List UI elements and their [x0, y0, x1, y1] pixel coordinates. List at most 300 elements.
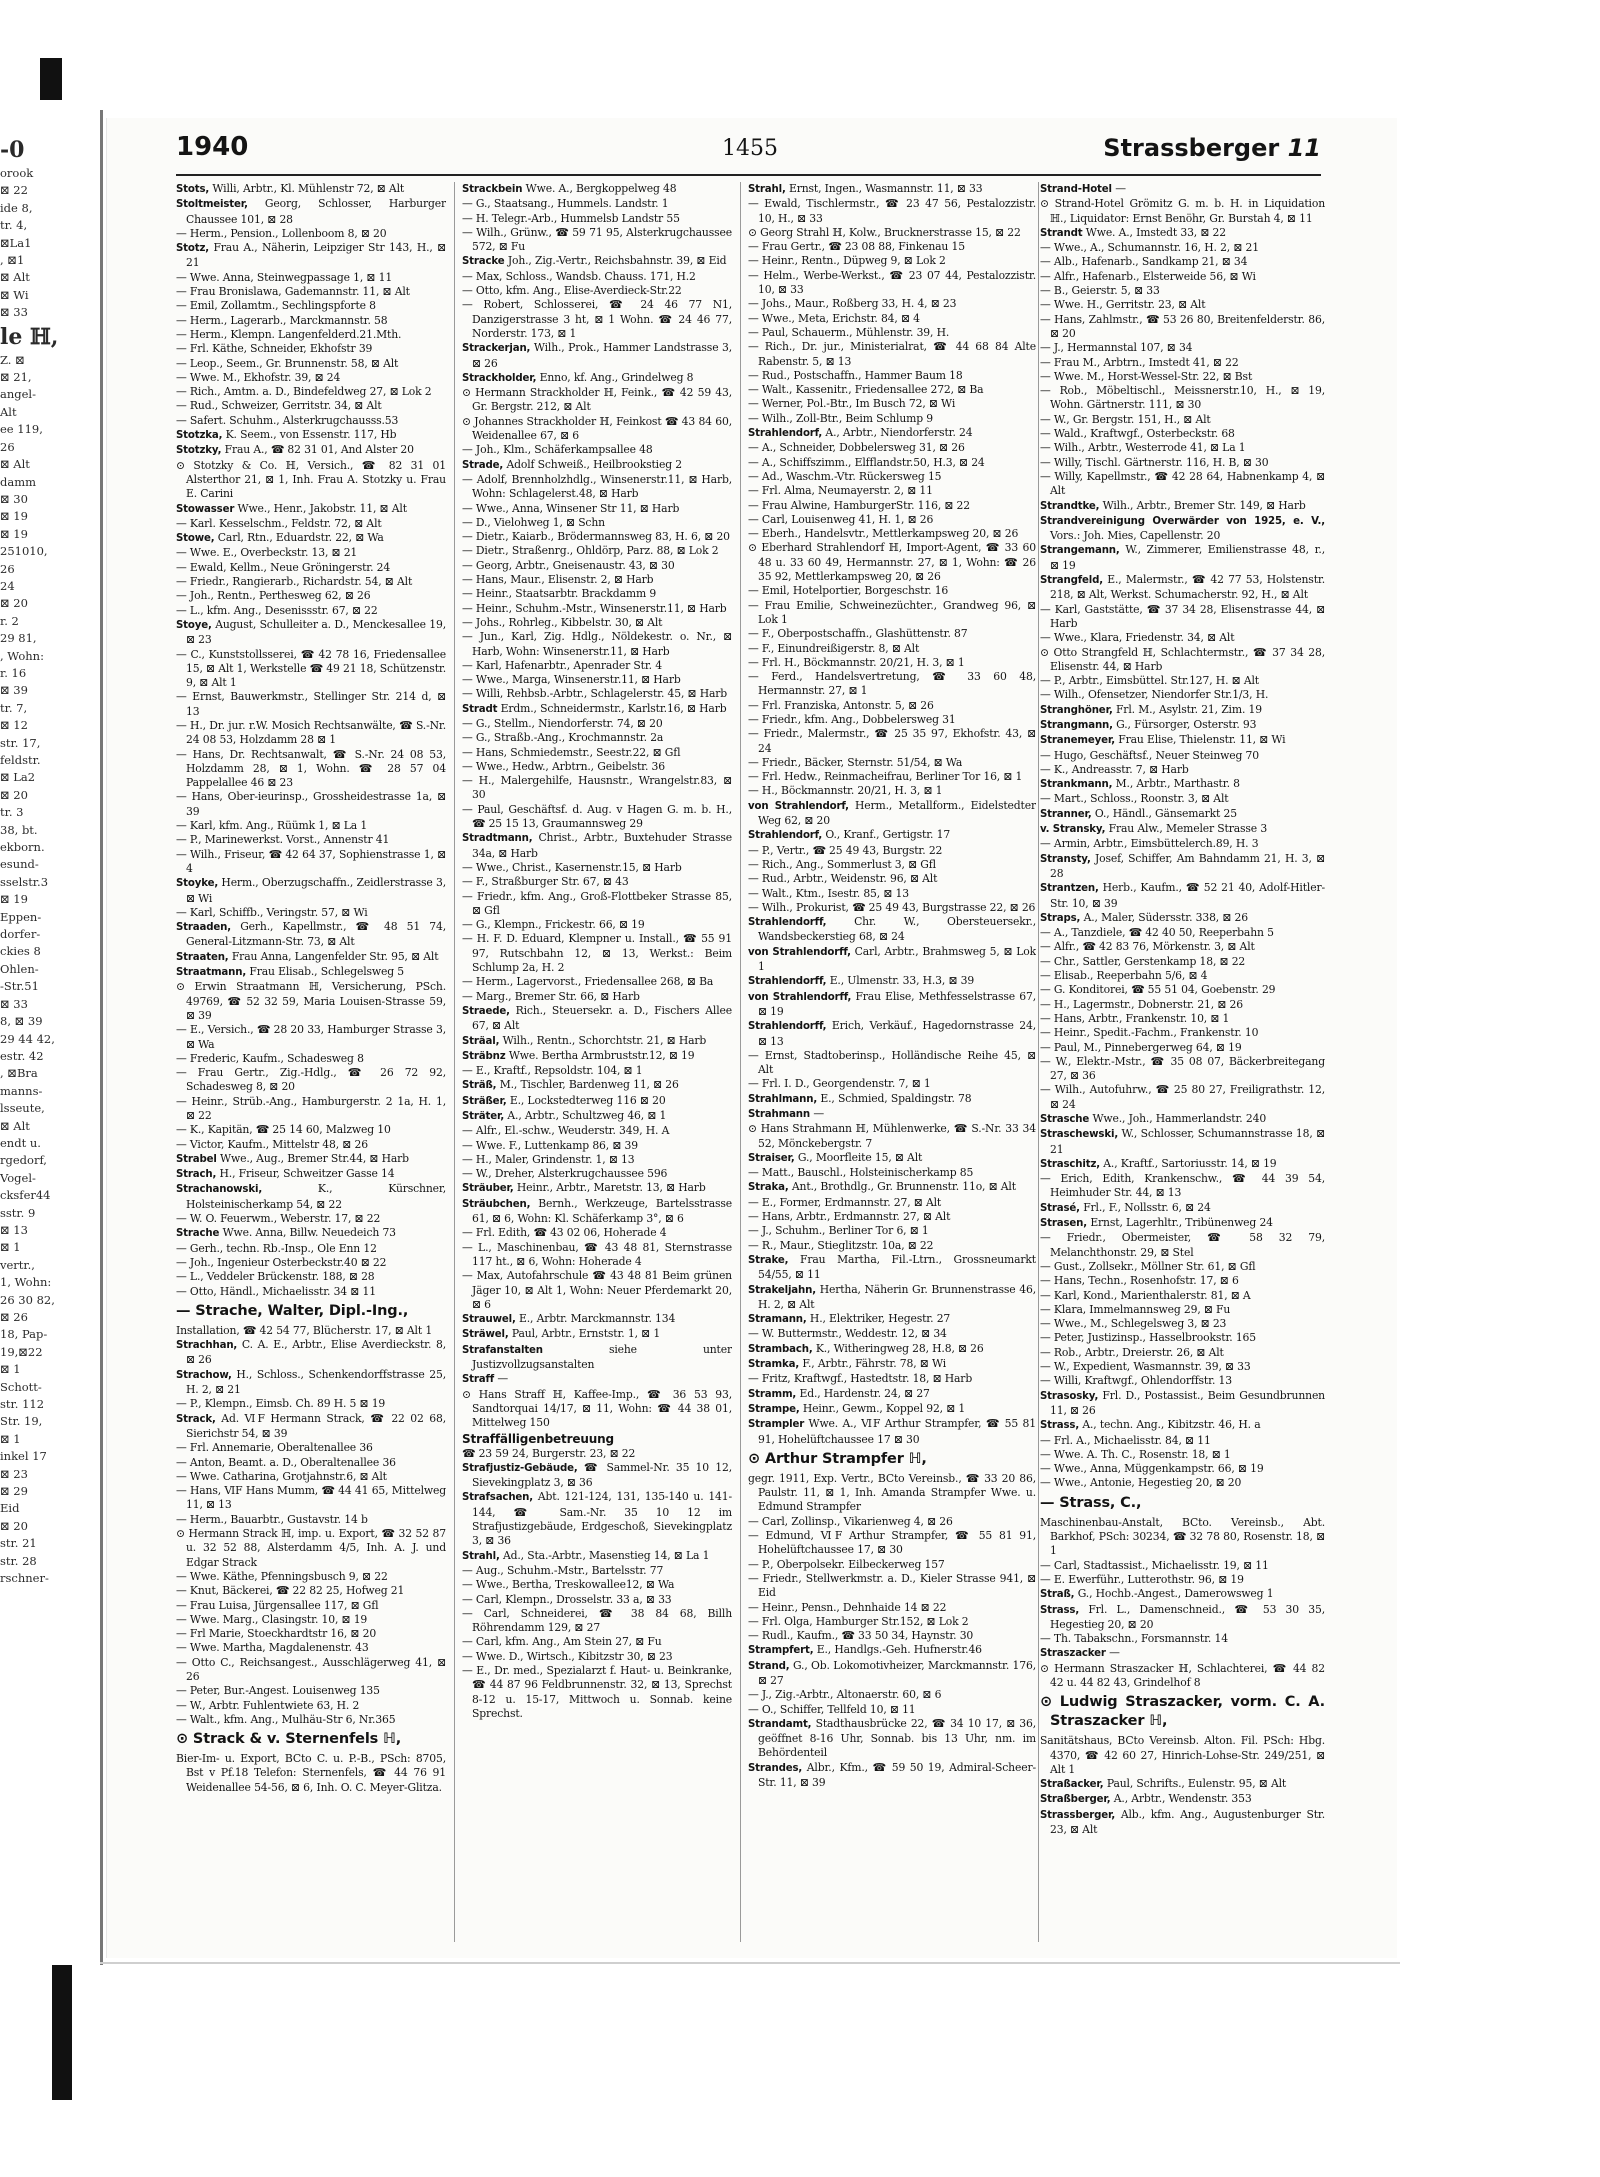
- entry-details: — F., Straßburger Str. 67, ⊠ 43: [462, 875, 629, 889]
- left-remnant-line: -0: [0, 137, 25, 163]
- directory-entry: [462, 473, 732, 502]
- entry-details: — Ewald, Tischlermstr., ☎ 23 47 56, Pestalozzistr. 10, H., ⊠ 33: [748, 197, 1036, 225]
- directory-entry: [1040, 514, 1325, 544]
- entry-surname: Strangfeld,: [1040, 575, 1103, 587]
- directory-entry: [176, 459, 446, 502]
- entry-details: — Heinr., Rentn., Düpweg 9, ⊠ Lok 2: [748, 254, 946, 268]
- entry-details: — Otto, kfm. Ang., Elise-Averdieck-Str.22: [462, 284, 682, 298]
- entry-surname: Strand-Hotel: [1040, 184, 1112, 195]
- directory-entry: [462, 875, 732, 889]
- entry-details: — Georg, Arbtr., Gneisenaustr. 43, ⊠ 30: [462, 558, 675, 572]
- directory-entry: [176, 443, 446, 458]
- entry-details: — G. Konditorei, ☎ 55 51 04, Goebenstr. 29: [1040, 983, 1276, 997]
- left-remnant-line: 29 81,: [0, 631, 37, 646]
- directory-entry: [748, 1643, 1036, 1658]
- left-remnant-line: ee 119,: [0, 422, 43, 437]
- directory-entry: [1040, 763, 1325, 777]
- entry-surname: Strandvereinigung Overwärder von 1925, e. V.,: [1040, 515, 1325, 527]
- directory-entry: [748, 756, 1036, 770]
- directory-entry: [1040, 456, 1325, 470]
- directory-entry: [1040, 1448, 1325, 1462]
- entry-details: — Wilh., Grünw., ☎ 59 71 95, Alsterkrugchaussee 572, ⊠ Fu: [462, 225, 732, 254]
- entry-details: Wwe. A., Imstedt 33, ⊠ 22: [1085, 225, 1226, 239]
- entry-details: — Alfr., ☎ 42 83 76, Mörkenstr. 3, ⊠ Alt: [1040, 940, 1255, 954]
- entry-details: Frl., F., Nollsstr. 6, ⊠ 24: [1083, 1200, 1211, 1214]
- directory-entry: [462, 687, 732, 701]
- left-remnant-line: str. 17,: [0, 735, 41, 750]
- entry-surname: Strahlmann,: [748, 1093, 818, 1105]
- entry-details: — Edmund, ⅥF Arthur Strampfer, ☎ 55 81 91, Hohelüftchaussee 17, ⊠ 30: [748, 1529, 1036, 1557]
- directory-entry: [462, 1124, 732, 1138]
- directory-entry: [176, 1484, 446, 1513]
- directory-entry: [462, 212, 732, 226]
- directory-entry: [462, 932, 732, 975]
- directory-entry: [748, 1092, 1036, 1107]
- directory-entry: [462, 990, 732, 1004]
- entry-surname: Straschitz,: [1040, 1158, 1100, 1170]
- directory-entry: [1040, 1083, 1325, 1112]
- left-remnant-line: angel-: [0, 387, 36, 402]
- directory-entry: [1040, 226, 1325, 241]
- entry-details: H., Elektriker, Hegestr. 27: [809, 1312, 951, 1326]
- entry-surname: Strafanstalten: [462, 1344, 543, 1356]
- directory-entry: [176, 1368, 446, 1398]
- left-page-remnant: [0, 135, 58, 1935]
- directory-entry: [462, 530, 732, 544]
- entry-details: Ad. ⅥF Hermann Strack, ☎ 22 02 68, Sierichstr 54, ⊠ 39: [186, 1411, 446, 1440]
- directory-entry: [176, 719, 446, 748]
- entry-details: — R., Maur., Stieglitzstr. 10a, ⊠ 22: [748, 1238, 934, 1252]
- entry-details: — K., Kapitän, ☎ 25 14 60, Malzweg 10: [176, 1123, 391, 1137]
- directory-entry: [748, 1224, 1036, 1238]
- entry-surname: Sträß,: [462, 1080, 497, 1092]
- left-remnant-line: str. 21: [0, 1536, 37, 1551]
- entry-surname: Strabel: [176, 1153, 217, 1165]
- directory-entry: [1040, 1587, 1325, 1602]
- directory-entry: [462, 1153, 732, 1167]
- column-divider: [740, 182, 741, 1942]
- entry-details: — Wwe. Martha, Magdalenenstr. 43: [176, 1641, 369, 1655]
- entry-details: ⊙ Strand-Hotel Grömitz G. m. b. H. in Liquidation ℍ., Liquidator: Ernst Benöhr, Gr. Burstah 4, ⊠ 11: [1040, 197, 1325, 225]
- entry-surname: Stoltmeister,: [176, 199, 248, 211]
- entry-surname: Strackerjan,: [462, 343, 531, 355]
- entry-details: — Gust., Zollsekr., Möllner Str. 61, ⊠ Gfl: [1040, 1259, 1256, 1273]
- left-remnant-line: cksfer44: [0, 1188, 51, 1203]
- entry-details: — A., Tanzdiele, ☎ 42 40 50, Reeperbahn 5: [1040, 926, 1274, 940]
- directory-entry: [1040, 1303, 1325, 1317]
- left-remnant-line: -Str.51: [0, 979, 39, 994]
- directory-entry: [462, 702, 732, 717]
- entry-details: — Willi, Rehbsb.-Arbtr., Schlagelerstr. 45, ⊠ Harb: [462, 687, 728, 701]
- directory-entry: [748, 1239, 1036, 1253]
- entry-details: — Matt., Bauschl., Holsteinischerkamp 85: [748, 1166, 974, 1180]
- header-running-number: 11: [1287, 134, 1321, 162]
- entry-details: — Ewald, Kellm., Neue Gröningerstr. 24: [176, 560, 391, 574]
- entry-details: Wilh., Rentn., Schorchtstr. 21, ⊠ Harb: [502, 1033, 707, 1047]
- entry-details: — Carl, kfm. Ang., Am Stein 27, ⊠ Fu: [462, 1635, 662, 1649]
- directory-entry: [1040, 603, 1325, 632]
- entry-surname: Strandes,: [748, 1762, 803, 1774]
- directory-entry: [1040, 1012, 1325, 1026]
- directory-entry: [748, 828, 1036, 843]
- entry-surname: Strasé,: [1040, 1202, 1080, 1214]
- entry-details: Maschinenbau-Anstalt, BCto. Vereinsb., Abt. Barkhof, PSch: 30234, ☎ 32 78 80, Rosenstr. 18, ⊠ 1: [1040, 1515, 1325, 1558]
- left-remnant-line: 26: [0, 439, 15, 454]
- directory-entry: [176, 1212, 446, 1226]
- directory-entry: [1040, 1662, 1325, 1691]
- directory-entry: [462, 918, 732, 932]
- entry-details: Herm., Metallform., Eidelstedter Weg 62, ⊠ 20: [758, 798, 1036, 828]
- directory-entry: [748, 699, 1036, 713]
- entry-surname: Strahlendorff,: [748, 917, 827, 929]
- entry-details: ☎ 23 59 24, Burgerstr. 23, ⊠ 22: [462, 1446, 636, 1460]
- entry-details: — Rob., Arbtr., Dreierstr. 26, ⊠ Alt: [1040, 1345, 1224, 1359]
- entry-details: Vors.: Joh. Mies, Capellenstr. 20: [1050, 529, 1221, 543]
- entry-details: — P., Klempn., Eimsb. Ch. 89 H. 5 ⊠ 19: [176, 1397, 386, 1411]
- left-remnant-line: esund-: [0, 857, 39, 872]
- entry-details: E., Malermstr., ☎ 42 77 53, Holstenstr. 218, ⊠ Alt, Werkst. Schumacherstr. 92, H., ⊠ Alt: [1050, 573, 1325, 602]
- entry-details: — E. Ewerführ., Lutterothstr. 96, ⊠ 19: [1040, 1572, 1244, 1586]
- directory-entry: [176, 385, 446, 399]
- directory-entry: [462, 544, 732, 558]
- entry-details: August, Schulleiter a. D., Menckesallee 19, ⊠ 23: [186, 617, 446, 647]
- directory-entry: [462, 197, 732, 211]
- left-remnant-line: ⊠ 26: [0, 1310, 28, 1324]
- entry-surname: Straiser,: [748, 1152, 795, 1164]
- entry-surname: Strampe,: [748, 1403, 800, 1415]
- left-remnant-line: ⊠ 30: [0, 491, 28, 506]
- directory-entry: [462, 270, 732, 284]
- entry-details: — Frl. I. D., Georgendenstr. 7, ⊠ 1: [748, 1077, 931, 1091]
- entry-details: Enno, kf. Ang., Grindelweg 8: [539, 370, 694, 384]
- entry-details: — Wwe., A., Schumannstr. 16, H. 2, ⊠ 21: [1040, 241, 1259, 255]
- entry-details: A., Arbtr., Niendorferstr. 24: [825, 426, 973, 440]
- entry-details: — Frederic, Kaufm., Schadesweg 8: [176, 1051, 364, 1065]
- entry-surname: Stotzka,: [176, 430, 223, 442]
- directory-entry: [1040, 284, 1325, 298]
- directory-entry: [176, 1167, 446, 1182]
- left-remnant-line: r. 2: [0, 613, 19, 628]
- left-remnant-line: str. 28: [0, 1553, 37, 1568]
- directory-entry: [1040, 777, 1325, 792]
- entry-details: Wwe. A., Bergkoppelweg 48: [525, 182, 677, 195]
- entry-details: — C., Kunststollsserei, ☎ 42 78 16, Friedensallee 15, ⊠ Alt 1, Werkstelle ☎ 49 21 18, Schützenstr. 9, ⊠ Alt 1: [176, 647, 446, 690]
- entry-details: G., Ob. Lokomotivheizer, Marckmannstr. 176, ⊠ 27: [758, 1658, 1036, 1687]
- left-remnant-line: ekborn.: [0, 840, 45, 855]
- directory-entry: [462, 1327, 732, 1342]
- entry-details: A., Arbtr., Wendenstr. 353: [1113, 1792, 1252, 1806]
- entry-surname: Stracke: [462, 256, 505, 268]
- entry-details: C. A. E., Arbtr., Elise Averdieckstr. 8, ⊠ 26: [186, 1338, 446, 1367]
- directory-entry: [462, 1635, 732, 1649]
- entry-details: — Otto C., Reichsangest., Ausschlägerweg 41, ⊠ 26: [176, 1655, 446, 1683]
- header-rule: [176, 174, 1321, 176]
- entry-details: — Wwe., Marga, Winsenerstr.11, ⊠ Harb: [462, 673, 681, 687]
- entry-details: Frau Elisab., Schlegelsweg 5: [249, 965, 405, 979]
- entry-details: — Walt., Ktm., Isestr. 85, ⊠ 13: [748, 886, 909, 900]
- entry-details: — Rob., Möbeltischl., Meissnerstr.10, H., ⊠ 19, Wohn. Gärtnerstr. 111, ⊠ 30: [1040, 384, 1325, 412]
- entry-details: Heinr., Arbtr., Maretstr. 13, ⊠ Harb: [516, 1181, 706, 1195]
- entry-details: — Wwe. H., Gerritstr. 23, ⊠ Alt: [1040, 298, 1206, 312]
- entry-details: Herb., Kaufm., ☎ 52 21 40, Adolf-Hitler-Str. 10, ⊠ 39: [1050, 881, 1325, 910]
- entry-details: Gerh., Kapellmstr., ☎ 48 51 74, General-Litzmann-Str. 73, ⊠ Alt: [186, 920, 446, 949]
- entry-surname: Sträwel,: [462, 1329, 509, 1341]
- entry-details: Paul, Schrifts., Eulenstr. 95, ⊠ Alt: [1106, 1777, 1287, 1791]
- entry-details: — Heinr., Pensn., Dehnhaide 14 ⊠ 22: [748, 1600, 947, 1614]
- entry-details: — Friedr., Malermstr., ☎ 25 35 97, Ekhofstr. 43, ⊠ 24: [748, 727, 1036, 755]
- directory-entry: [1040, 998, 1325, 1012]
- entry-details: — Frl. Annemarie, Oberaltenallee 36: [176, 1441, 373, 1455]
- entry-details: ⊙ Erwin Straatmann ℍ, Versicherung, PSch. 49769, ☎ 52 32 59, Maria Louisen-Strasse 59, ⊠ 39: [176, 980, 446, 1022]
- directory-entry: [176, 833, 446, 847]
- directory-entry: [748, 326, 1036, 340]
- directory-entry: [176, 399, 446, 413]
- entry-surname: Straatmann,: [176, 967, 247, 979]
- directory-entry: [462, 573, 732, 587]
- entry-details: — Willy, Tischl. Gärtnerstr. 116, H. B, ⊠ 30: [1040, 455, 1269, 469]
- entry-details: — Hans, Schmiedemstr., Seestr.22, ⊠ Gfl: [462, 745, 681, 759]
- left-remnant-line: ⊠ Wi: [0, 287, 29, 302]
- left-remnant-line: ⊠ La2: [0, 770, 36, 785]
- entry-details: — Safert. Schuhm., Alsterkrugchausss.53: [176, 413, 399, 427]
- entry-details: Frau A., ☎ 82 31 01, And Alster 20: [224, 443, 414, 457]
- entry-surname: Strake,: [748, 1254, 789, 1266]
- entry-details: — Joh., Rentn., Perthesweg 62, ⊠ 26: [176, 589, 371, 603]
- directory-entry: [1040, 631, 1325, 645]
- directory-entry: [748, 599, 1036, 628]
- entry-surname: Strauwel,: [462, 1314, 516, 1326]
- directory-entry: [1040, 703, 1325, 718]
- directory-entry: [748, 901, 1036, 915]
- entry-details: — Walt., kfm. Ang., Mulhäu-Str 6, Nr.365: [176, 1712, 396, 1726]
- directory-entry: [1040, 1389, 1325, 1419]
- directory-entry: [1040, 688, 1325, 702]
- entry-details: — L., Veddeler Brückenstr. 188, ⊠ 28: [176, 1270, 375, 1284]
- entry-details: ⊙ Hermann Straszacker ℍ, Schlachterei, ☎ 44 82 42 u. 44 82 43, Grindelhof 8: [1040, 1661, 1325, 1689]
- directory-entry: [1040, 441, 1325, 455]
- entry-details: — Wilh., Friseur, ☎ 42 64 37, Sophienstrasse 1, ⊠ 4: [176, 847, 446, 875]
- directory-entry: [1040, 255, 1325, 269]
- entry-surname: Stramann,: [748, 1314, 807, 1326]
- directory-entry: [1040, 718, 1325, 733]
- section-heading: [462, 1431, 732, 1447]
- directory-entry: [462, 1004, 732, 1034]
- entry-details: Wwe. Anna, Billw. Neuedeich 73: [222, 1226, 396, 1240]
- entry-details: Frau Alw., Memeler Strasse 3: [1108, 822, 1268, 836]
- directory-entry: [748, 1077, 1036, 1091]
- entry-details: — Karl. Kesselschm., Feldstr. 72, ⊠ Alt: [176, 516, 382, 530]
- directory-entry: [748, 670, 1036, 699]
- directory-entry: [176, 502, 446, 517]
- entry-surname: Strahlendorf,: [748, 428, 823, 440]
- directory-entry: [1040, 543, 1325, 573]
- directory-entry: [1040, 1346, 1325, 1360]
- entry-surname: Stradtmann,: [462, 833, 533, 845]
- entry-details: — Johs., Maur., Roßberg 33, H. 4, ⊠ 23: [748, 297, 957, 311]
- entry-details: — Rud., Schweizer, Gerritstr. 34, ⊠ Alt: [176, 399, 382, 413]
- left-remnant-line: ⊠La1: [0, 235, 32, 250]
- directory-entry: [748, 1717, 1036, 1761]
- entry-details: Paul, Arbtr., Ernststr. 1, ⊠ 1: [511, 1327, 661, 1341]
- directory-entry: [1040, 1462, 1325, 1476]
- left-remnant-line: ⊠ 19: [0, 526, 28, 541]
- entry-details: — Wilh., Ofensetzer, Niendorfer Str.1/3, H.: [1040, 688, 1269, 702]
- directory-entry: [1040, 1274, 1325, 1288]
- directory-entry: [1040, 573, 1325, 603]
- entry-details: — Peter, Justizinsp., Hasselbrookstr. 165: [1040, 1331, 1256, 1345]
- entry-details: Joh., Zig.-Vertr., Reichsbahnstr. 39, ⊠ Eid: [507, 254, 727, 268]
- directory-entry: [462, 1139, 732, 1153]
- directory-entry: [1040, 1026, 1325, 1040]
- directory-entry: [1040, 792, 1325, 806]
- directory-entry: [176, 980, 446, 1023]
- entry-surname: Strankmann,: [1040, 779, 1113, 791]
- entry-details: Frau Elise, Methfesselstrasse 67, ⊠ 19: [758, 989, 1036, 1018]
- directory-entry: [1040, 1418, 1325, 1433]
- directory-entry: [1040, 1808, 1325, 1838]
- directory-entry: [1040, 241, 1325, 255]
- directory-entry: [1040, 733, 1325, 748]
- directory-entry: [462, 1094, 732, 1109]
- directory-entry: [462, 1312, 732, 1327]
- entry-details: — Ernst, Bauwerkmstr., Stellinger Str. 214 d, ⊠ 13: [176, 690, 446, 718]
- page-gutter-line: [100, 110, 103, 1965]
- advert-entry: [176, 1302, 446, 1321]
- directory-entry: [1040, 1434, 1325, 1448]
- entry-details: Bernh., Werkzeuge, Bartelsstrasse 61, ⊠ 6, Wohn: Kl. Schäferkamp 3°, ⊠ 6: [472, 1196, 732, 1226]
- directory-entry: [462, 1064, 732, 1078]
- directory-entry: [462, 1593, 732, 1607]
- entry-details: Ed., Hardenstr. 24, ⊠ 27: [799, 1386, 930, 1400]
- directory-entry: [462, 516, 732, 530]
- directory-entry: [748, 513, 1036, 527]
- directory-entry: [176, 1584, 446, 1598]
- directory-entry: [462, 502, 732, 516]
- left-remnant-line: tr. 4,: [0, 218, 28, 233]
- left-remnant-line: ⊠ Alt: [0, 270, 30, 285]
- directory-entry: [462, 386, 732, 415]
- entry-details: — Frau M., Arbtrn., Imstedt 41, ⊠ 22: [1040, 355, 1239, 369]
- entry-surname: Straps,: [1040, 912, 1081, 924]
- entry-details: Abt. 121-124, 131, 135-140 u. 141-144, ☎ Sam.-Nr. 35 10 12 im Strafjustizgebäude, Erdgeschoß, Sievekingplatz 3, ⊠ 36: [472, 1490, 732, 1548]
- directory-entry: [1040, 197, 1325, 226]
- entry-details: — Alfr., El.-schw., Weuderstr. 349, H. A: [462, 1124, 670, 1138]
- entry-details: — Rudl., Kaufm., ☎ 33 50 34, Haynstr. 30: [748, 1629, 974, 1643]
- entry-details: — G., Stellm., Niendorferstr. 74, ⊠ 20: [462, 716, 663, 730]
- entry-details: — Knut, Bäckerei, ☎ 22 82 25, Hofweg 21: [176, 1584, 405, 1598]
- entry-details: —: [1115, 182, 1126, 195]
- directory-entry: [748, 470, 1036, 484]
- directory-entry: [748, 1601, 1036, 1615]
- directory-entry: [462, 1181, 732, 1196]
- directory-entry: [1040, 749, 1325, 763]
- directory-entry: [748, 1372, 1036, 1386]
- directory-entry: [462, 1388, 732, 1431]
- entry-details: ⊙ Georg Strahl ℍ, Kolw., Brucknerstrasse 15, ⊠ 22: [748, 225, 1021, 239]
- entry-details: — Wwe. Catharina, Grotjahnstr.6, ⊠ Alt: [176, 1469, 387, 1483]
- entry-details: — D., Vielohweg 1, ⊠ Schn: [462, 515, 605, 529]
- directory-entry: [1040, 1127, 1325, 1157]
- directory-entry: [462, 443, 732, 457]
- directory-entry: [176, 648, 446, 691]
- directory-entry: [1040, 1317, 1325, 1331]
- entry-details: — Wilh., Prokurist, ☎ 25 49 43, Burgstrasse 22, ⊠ 26: [748, 900, 1036, 914]
- directory-entry: [748, 656, 1036, 670]
- entry-details: — Wwe. F., Luttenkamp 86, ⊠ 39: [462, 1138, 638, 1152]
- entry-surname: Strandtke,: [1040, 500, 1100, 512]
- left-remnant-line: Eppen-: [0, 909, 42, 924]
- entry-details: — Wwe., Antonie, Hegestieg 20, ⊠ 20: [1040, 1476, 1242, 1490]
- entry-details: Installation, ☎ 42 54 77, Blücherstr. 17, ⊠ Alt 1: [176, 1323, 433, 1337]
- left-remnant-line: ckies 8: [0, 944, 41, 959]
- directory-entry: [462, 1269, 732, 1312]
- entry-details: — J., Zig.-Arbtr., Altonaerstr. 60, ⊠ 6: [748, 1688, 942, 1702]
- entry-details: — Frau Emilie, Schweinezüchter., Grandweg 96, ⊠ Lok 1: [748, 598, 1036, 626]
- entry-details: — Strache, Walter, Dipl.-Ing.,: [176, 1302, 409, 1319]
- entry-surname: Straßacker,: [1040, 1779, 1104, 1791]
- entry-details: — Friedr., Bäcker, Sternstr. 51/54, ⊠ Wa: [748, 755, 963, 769]
- left-remnant-line: vertr.,: [0, 1257, 35, 1272]
- directory-entry: [1040, 807, 1325, 822]
- left-remnant-line: dorfer-: [0, 927, 41, 942]
- directory-entry: [462, 731, 732, 745]
- entry-details: —: [1109, 1646, 1120, 1660]
- entry-surname: Stranemeyer,: [1040, 735, 1115, 747]
- directory-entry: [1040, 822, 1325, 837]
- directory-entry: [176, 314, 446, 328]
- entry-details: E., Ulmenstr. 33, H.3, ⊠ 39: [829, 974, 975, 988]
- entry-details: — Joh., Klm., Schäferkampsallee 48: [462, 443, 653, 457]
- directory-entry: [1040, 313, 1325, 342]
- directory-entry: [462, 890, 732, 919]
- directory-entry: [462, 861, 732, 875]
- directory-entry: [462, 1049, 732, 1064]
- entry-details: — H., Malergehilfe, Hausnstr., Wrangelstr.83, ⊠ 30: [462, 774, 732, 802]
- entry-details: Wwe. Bertha Armbruststr.12, ⊠ 19: [508, 1048, 695, 1062]
- entry-details: W., Zimmerer, Emilienstrasse 48, r., ⊠ 19: [1050, 543, 1325, 572]
- directory-entry: [1040, 1331, 1325, 1345]
- left-remnant-line: 8, ⊠ 39: [0, 1014, 43, 1029]
- directory-entry: [462, 1578, 732, 1592]
- entry-details: G., Fürsorger, Osterstr. 93: [1116, 717, 1257, 731]
- entry-details: — Wwe., Bertha, Treskowallee12, ⊠ Wa: [462, 1578, 675, 1592]
- directory-entry: [176, 1752, 446, 1795]
- entry-details: — Johs., Rohrleg., Kibbelstr. 30, ⊠ Alt: [462, 615, 663, 629]
- entry-details: — Frl. Olga, Hamburger Str.152, ⊠ Lok 2: [748, 1614, 969, 1628]
- entry-surname: Strand,: [748, 1660, 790, 1672]
- directory-entry: [462, 1564, 732, 1578]
- directory-column-2: [462, 182, 732, 1942]
- directory-entry: [176, 1570, 446, 1584]
- entry-surname: von Strahlendorff,: [748, 946, 851, 958]
- entry-details: Frl. D., Postassist., Beim Gesundbrunnen 11, ⊠ 26: [1050, 1388, 1325, 1417]
- directory-entry: [176, 604, 446, 618]
- entry-details: — W., Arbtr. Fuhlentwiete 63, H. 2: [176, 1698, 360, 1712]
- entry-details: gegr. 1911, Exp. Vertr., BCto Vereinsb., ☎ 33 20 86, Paulstr. 11, ⊠ 1, Inh. Amanda Strampfer Wwe. u. Edmund Strampfer: [748, 1471, 1036, 1514]
- entry-details: — Frl Marie, Stoeckhardtstr 16, ⊠ 20: [176, 1627, 377, 1641]
- entry-details: E., Schmied, Spaldingstr. 78: [820, 1091, 972, 1105]
- left-remnant-line: ⊠ 1: [0, 1240, 21, 1255]
- directory-entry: [748, 1107, 1036, 1122]
- directory-column-3: [748, 182, 1036, 1942]
- entry-details: — Mart., Schloss., Roonstr. 3, ⊠ Alt: [1040, 792, 1229, 806]
- left-remnant-line: Vogel-: [0, 1170, 36, 1185]
- directory-entry: [748, 1703, 1036, 1717]
- entry-details: — Herm., Lagerarb., Marckmannstr. 58: [176, 313, 388, 327]
- entry-details: — Rich., Amtm. a. D., Bindefeldweg 27, ⊠ Lok 2: [176, 385, 432, 399]
- entry-details: — Wwe. D., Wirtsch., Kibitzstr 30, ⊠ 23: [462, 1649, 673, 1663]
- entry-surname: von Strahlendorf,: [748, 800, 849, 812]
